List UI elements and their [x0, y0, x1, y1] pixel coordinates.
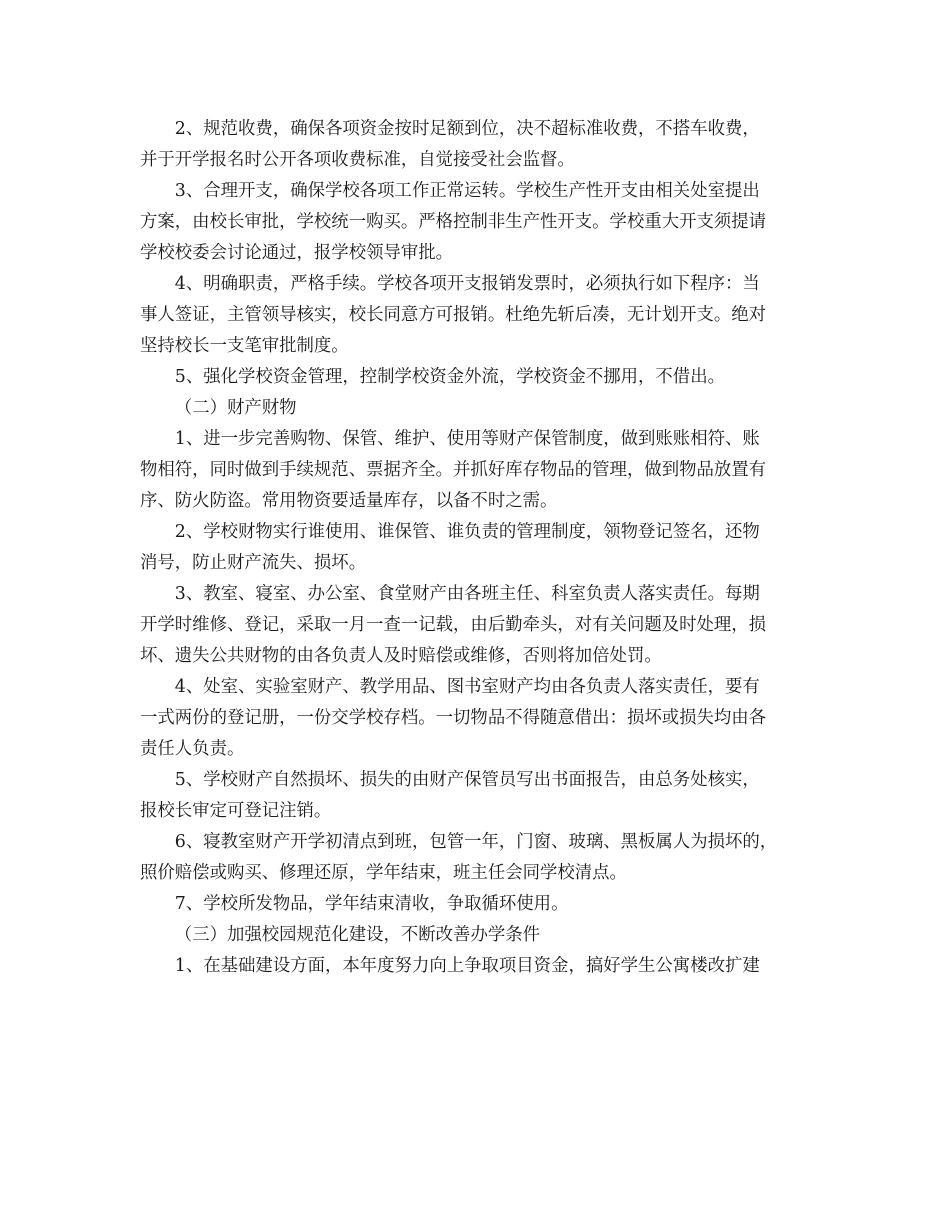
text-line: 7、学校所发物品，学年结束清收，争取循环使用。	[174, 894, 569, 914]
text-line: 坏、遗失公共财物的由各负责人及时赔偿或维修，否则将加倍处罚。	[140, 646, 662, 666]
paragraph	[140, 424, 820, 517]
text-line: （三）加强校园规范化建设，不断改善办学条件	[174, 925, 541, 945]
text-line: 并于开学报名时公开各项收费标准，自觉接受社会监督。	[140, 150, 575, 170]
text-line: 照价赔偿或购买、修理还原，学年结束，班主任会同学校清点。	[140, 863, 627, 883]
text-line: 消号，防止财产流失、损坏。	[140, 553, 367, 573]
text-line: 坚持校长一支笔审批制度。	[140, 336, 349, 356]
text-line: 物相符，同时做到手续规范、票据齐全。并抓好库存物品的管理，做到物品放置有	[140, 460, 767, 480]
text-line: 5、强化学校资金管理，控制学校资金外流，学校资金不挪用，不借出。	[174, 367, 725, 387]
paragraph	[140, 362, 820, 393]
paragraph	[140, 579, 820, 672]
paragraph	[140, 114, 820, 176]
text-line: 3、教室、寝室、办公室、食堂财产由各班主任、科室负责人落实责任。每期	[174, 584, 760, 604]
paragraph	[140, 672, 820, 765]
text-line: 事人签证，主管领导核实，校长同意方可报销。杜绝先斩后凑，无计划开支。绝对	[140, 305, 767, 325]
text-line: 5、学校财产自然损坏、损失的由财产保管员写出书面报告，由总务处核实，	[174, 770, 760, 790]
paragraph	[140, 827, 820, 889]
text-line: 1、在基础建设方面，本年度努力向上争取项目资金，搞好学生公寓楼改扩建	[174, 956, 760, 976]
text-line: 一式两份的登记册，一份交学校存档。一切物品不得随意借出：损坏或损失均由各	[140, 708, 767, 728]
paragraph	[140, 393, 820, 424]
text-line: 学校校委会讨论通过，报学校领导审批。	[140, 243, 454, 263]
text-line: 序、防火防盗。常用物资要适量库存，以备不时之需。	[140, 491, 558, 511]
text-line: 1、进一步完善购物、保管、维护、使用等财产保管制度，做到账账相符、账	[174, 429, 760, 449]
text-line: 2、学校财物实行谁使用、谁保管、谁负责的管理制度，领物登记签名，还物	[174, 522, 760, 542]
paragraph	[140, 176, 820, 269]
paragraph	[140, 269, 820, 362]
paragraph	[140, 920, 820, 951]
paragraph	[140, 951, 820, 982]
paragraph	[140, 517, 820, 579]
text-line: （二）财产财物	[174, 398, 297, 418]
document-body	[140, 114, 820, 982]
text-line: 3、合理开支，确保学校各项工作正常运转。学校生产性开支由相关处室提出	[174, 181, 760, 201]
text-line: 6、寝教室财产开学初清点到班，包管一年，门窗、玻璃、黑板属人为损坏的，	[174, 832, 778, 852]
text-line: 2、规范收费，确保各项资金按时足额到位，决不超标准收费，不搭车收费，	[174, 119, 760, 139]
text-line: 4、明确职责，严格手续。学校各项开支报销发票时，必须执行如下程序：当	[174, 274, 760, 294]
text-line: 报校长审定可登记注销。	[140, 801, 332, 821]
paragraph	[140, 889, 820, 920]
text-line: 责任人负责。	[140, 739, 245, 759]
text-line: 4、处室、实验室财产、教学用品、图书室财产均由各负责人落实责任，要有	[174, 677, 760, 697]
text-line: 方案，由校长审批，学校统一购买。严格控制非生产性开支。学校重大开支须提请	[140, 212, 767, 232]
paragraph	[140, 765, 820, 827]
text-line: 开学时维修、登记，采取一月一查一记载，由后勤牵头，对有关问题及时处理，损	[140, 615, 767, 635]
